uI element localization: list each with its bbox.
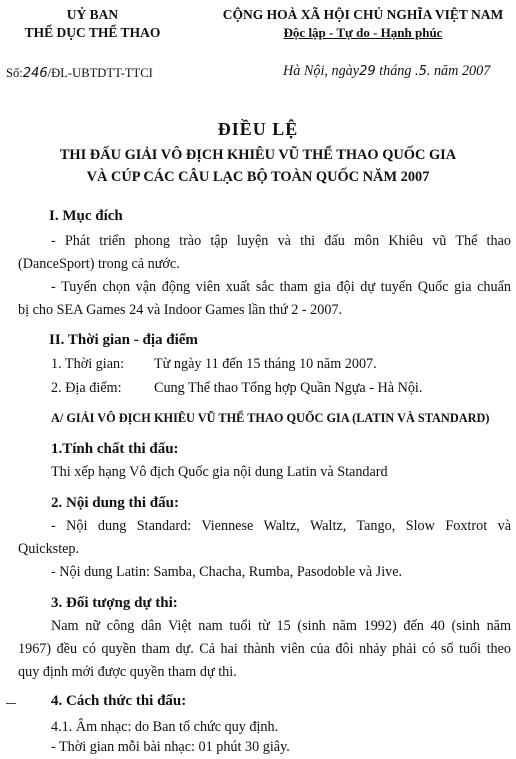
national-motto: Độc lập - Tự do - Hạnh phúc	[283, 25, 443, 40]
document-title: ĐIỀU LỆ	[217, 119, 299, 139]
reference-number: 246	[22, 66, 48, 81]
date-day: 29	[359, 64, 376, 79]
competition-events-heading: 2. Nội dung thi đấu:	[51, 495, 179, 511]
purpose-paragraph-1-line1: - Phát triển phong trào tập luyện và thi đấu môn Khiêu vũ Thể thao	[51, 233, 511, 249]
purpose-paragraph-1-line2: (DanceSport) trong cả nước.	[18, 256, 180, 272]
standard-events-line2: Quickstep.	[18, 541, 80, 557]
place-label: 2. Địa điểm:	[51, 380, 122, 396]
date-prefix: Hà Nội, ngày	[283, 63, 360, 79]
document-subtitle-line2: VÀ CÚP CÁC CÂU LẠC BỘ TOÀN QUỐC NĂM 2007	[86, 169, 430, 185]
section-time-place-heading: II. Thời gian - địa điểm	[49, 332, 198, 348]
purpose-paragraph-2-line2: bị cho SEA Games 24 và Indoor Games lần thứ 2 - 2007.	[18, 302, 343, 318]
date-year: năm 2007	[433, 63, 491, 79]
document-reference	[6, 66, 153, 81]
date-month: 5	[418, 64, 427, 79]
latin-events: - Nội dung Latin: Samba, Chacha, Rumba, Pasodoble và Jive.	[51, 564, 403, 580]
date-month-label: tháng	[379, 63, 412, 79]
purpose-paragraph-2-line1: - Tuyển chọn vận động viên xuất sắc tham gia đội dự tuyển Quốc gia chuẩn	[51, 279, 511, 295]
margin-mark	[6, 703, 16, 704]
music-duration-rule: - Thời gian mỗi bài nhạc: 01 phút 30 giây.	[51, 739, 290, 755]
reference-code: /ĐL-UBTDTT-TTCI	[47, 66, 153, 80]
reference-prefix: Số:	[6, 66, 23, 80]
issuer-name-line1: UỶ BAN	[66, 7, 119, 22]
competition-nature-heading: 1.Tính chất thi đấu:	[51, 441, 179, 457]
eligibility-line3: quy định mới được quyền tham dự thi.	[18, 664, 237, 680]
document-subtitle-line1: THI ĐẤU GIẢI VÔ ĐỊCH KHIÊU VŨ THỂ THAO QUỐC GIA	[59, 147, 457, 163]
competition-nature-text: Thi xếp hạng Vô địch Quốc gia nội dung Latin và Standard	[51, 464, 388, 480]
section-purpose-heading: I. Mục đích	[49, 208, 123, 224]
issuer-name-line2: THỂ DỤC THỂ THAO	[24, 25, 161, 40]
time-label: 1. Thời gian:	[51, 356, 125, 372]
eligibility-heading: 3. Đối tượng dự thi:	[51, 595, 178, 611]
eligibility-line2: 1967) đều có quyền tham dự. Cả hai thành viên của đôi nhảy phải có số tuổi theo	[18, 641, 511, 657]
place-value: Cung Thể thao Tổng hợp Quần Ngựa - Hà Nội.	[154, 380, 423, 396]
document-date: Hà Nội, ngày29 tháng .5. năm 2007	[283, 63, 491, 79]
music-rule: 4.1. Âm nhạc: do Ban tổ chức quy định.	[51, 719, 279, 735]
country-name: CỘNG HOÀ XÃ HỘI CHỦ NGHĨA VIỆT NAM	[222, 7, 504, 22]
competition-format-heading: 4. Cách thức thi đấu:	[51, 693, 187, 709]
time-value: Từ ngày 11 đến 15 tháng 10 năm 2007.	[154, 356, 377, 372]
section-a-heading: A/ GIẢI VÔ ĐỊCH KHIÊU VŨ THỂ THAO QUỐC GIA (LATIN VÀ STANDARD)	[51, 411, 490, 425]
eligibility-line1: Nam nữ công dân Việt nam tuổi từ 15 (sinh năm 1992) đến 40 (sinh năm	[51, 618, 511, 634]
standard-events-line1: - Nội dung Standard: Viennese Waltz, Waltz, Tango, Slow Foxtrot và	[51, 518, 511, 534]
